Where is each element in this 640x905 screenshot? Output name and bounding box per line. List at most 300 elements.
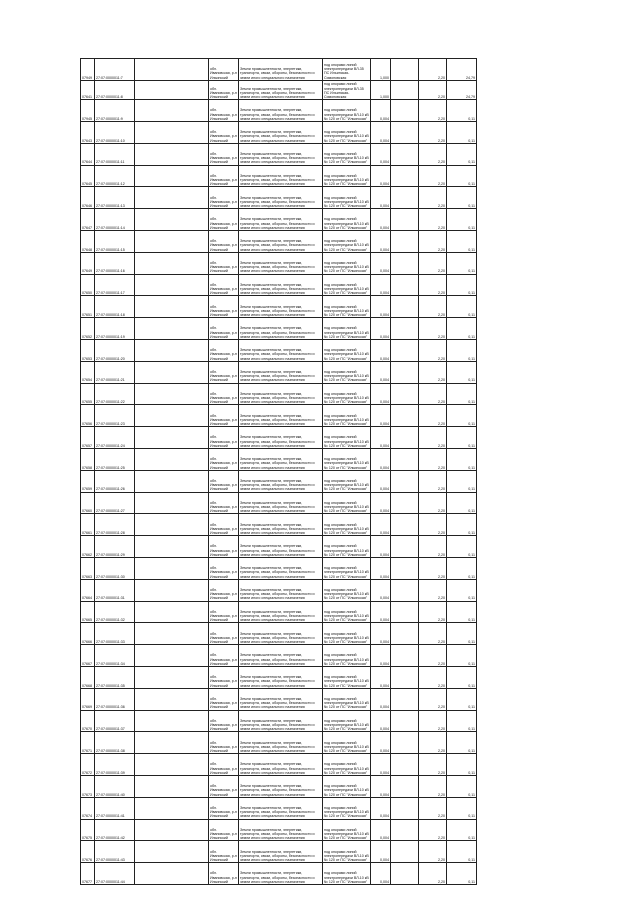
empty-cell xyxy=(135,100,209,122)
cadastral-number-cell: 27:07:0000011:23 xyxy=(95,405,135,427)
sum-cell: 0,11 xyxy=(447,187,477,209)
land-category-cell: Земли промышленности, энергетики, транспорта, связи, обороны, безопасности и земли иного специального назначения xyxy=(239,797,323,819)
sum-cell: 0,11 xyxy=(447,209,477,231)
empty-cell xyxy=(135,231,209,253)
table-row xyxy=(81,688,477,710)
address-cell: обл. Ивановская, р-н Ильинский xyxy=(209,383,239,405)
permitted-use-cell: под опорами линий электропередачи ВЛ-10 кВ № 120 от ПС "Ильинская" xyxy=(323,427,371,449)
table-row xyxy=(81,187,477,209)
land-category-cell: Земли промышленности, энергетики, транспорта, связи, обороны, безопасности и земли иного специального назначения xyxy=(239,274,323,296)
row-number-cell: 07653 xyxy=(81,340,95,362)
rate-cell: 2,20 xyxy=(419,122,447,144)
sum-cell: 0,11 xyxy=(447,427,477,449)
row-number-cell: 07645 xyxy=(81,165,95,187)
permitted-use-cell: под опорами линий электропередачи ВЛ-10 кВ № 120 от ПС "Ильинская" xyxy=(323,863,371,885)
empty-cell xyxy=(391,558,419,580)
address-cell: обл. Ивановская, р-н Ильинский xyxy=(209,579,239,601)
rate-cell: 2,20 xyxy=(419,688,447,710)
sum-cell: 0,11 xyxy=(447,383,477,405)
empty-cell xyxy=(391,143,419,165)
table-row xyxy=(81,231,477,253)
empty-cell xyxy=(391,361,419,383)
share-cell: 1,000 xyxy=(371,59,391,81)
share-cell: 0,004 xyxy=(371,797,391,819)
empty-cell xyxy=(391,601,419,623)
share-cell: 0,004 xyxy=(371,536,391,558)
sum-cell: 0,11 xyxy=(447,841,477,863)
empty-cell xyxy=(135,470,209,492)
sum-cell: 0,11 xyxy=(447,449,477,471)
empty-cell xyxy=(391,383,419,405)
table-row xyxy=(81,59,477,81)
share-cell: 0,004 xyxy=(371,340,391,362)
sum-cell: 0,11 xyxy=(447,340,477,362)
table-row xyxy=(81,863,477,885)
table-row xyxy=(81,209,477,231)
cadastral-number-cell: 27:07:0000011:42 xyxy=(95,819,135,841)
land-category-cell: Земли промышленности, энергетики, транспорта, связи, обороны, безопасности и земли иного специального назначения xyxy=(239,710,323,732)
permitted-use-cell: под опорами линий электропередачи ВЛ-10 кВ № 120 от ПС "Ильинская" xyxy=(323,579,371,601)
table-row xyxy=(81,252,477,274)
rate-cell: 2,20 xyxy=(419,623,447,645)
sum-cell: 0,11 xyxy=(447,470,477,492)
permitted-use-cell: под опорами линий электропередачи ВЛ-10 кВ № 120 от ПС "Ильинская" xyxy=(323,492,371,514)
sum-cell: 0,11 xyxy=(447,122,477,144)
table-row xyxy=(81,732,477,754)
land-category-cell: Земли промышленности, энергетики, транспорта, связи, обороны, безопасности и земли иного специального назначения xyxy=(239,427,323,449)
rate-cell: 2,20 xyxy=(419,732,447,754)
permitted-use-cell: под опорами линий электропередачи ВЛ-10 кВ № 120 от ПС "Ильинская" xyxy=(323,383,371,405)
rate-cell: 2,20 xyxy=(419,514,447,536)
permitted-use-cell: под опорами линий электропередачи ВЛ-10 кВ № 120 от ПС "Ильинская" xyxy=(323,514,371,536)
empty-cell xyxy=(135,754,209,776)
permitted-use-cell: под опорами линий электропередачи ВЛ-35 ПС Ильинская-Симоновская xyxy=(323,80,371,100)
share-cell: 0,004 xyxy=(371,645,391,667)
permitted-use-cell: под опорами линий электропередачи ВЛ-10 кВ № 120 от ПС "Ильинская" xyxy=(323,536,371,558)
empty-cell xyxy=(135,383,209,405)
share-cell: 0,004 xyxy=(371,776,391,798)
row-number-cell: 07665 xyxy=(81,601,95,623)
rate-cell: 2,20 xyxy=(419,296,447,318)
cadastral-number-cell: 27:07:0000011:31 xyxy=(95,579,135,601)
share-cell: 0,004 xyxy=(371,601,391,623)
rate-cell: 2,20 xyxy=(419,536,447,558)
land-category-cell: Земли промышленности, энергетики, транспорта, связи, обороны, безопасности и земли иного специального назначения xyxy=(239,536,323,558)
land-category-cell: Земли промышленности, энергетики, транспорта, связи, обороны, безопасности и земли иного специального назначения xyxy=(239,165,323,187)
share-cell: 0,004 xyxy=(371,143,391,165)
land-category-cell: Земли промышленности, энергетики, транспорта, связи, обороны, безопасности и земли иного специального назначения xyxy=(239,754,323,776)
address-cell: обл. Ивановская, р-н Ильинский xyxy=(209,470,239,492)
land-category-cell: Земли промышленности, энергетики, транспорта, связи, обороны, безопасности и земли иного специального назначения xyxy=(239,492,323,514)
empty-cell xyxy=(391,776,419,798)
share-cell: 0,004 xyxy=(371,427,391,449)
row-number-cell: 07648 xyxy=(81,231,95,253)
row-number-cell: 07670 xyxy=(81,710,95,732)
share-cell: 0,004 xyxy=(371,209,391,231)
rate-cell: 2,20 xyxy=(419,776,447,798)
address-cell: обл. Ивановская, р-н Ильинский xyxy=(209,405,239,427)
row-number-cell: 07655 xyxy=(81,383,95,405)
sum-cell: 0,11 xyxy=(447,296,477,318)
share-cell: 0,004 xyxy=(371,383,391,405)
sum-cell: 0,11 xyxy=(447,623,477,645)
address-cell: обл. Ивановская, р-н Ильинский xyxy=(209,274,239,296)
empty-cell xyxy=(391,754,419,776)
permitted-use-cell: под опорами линий электропередачи ВЛ-10 кВ № 120 от ПС "Ильинская" xyxy=(323,231,371,253)
cadastral-number-cell: 27:07:0000011:14 xyxy=(95,209,135,231)
empty-cell xyxy=(391,514,419,536)
row-number-cell: 07945 xyxy=(81,100,95,122)
share-cell: 0,004 xyxy=(371,754,391,776)
empty-cell xyxy=(135,296,209,318)
share-cell: 0,004 xyxy=(371,449,391,471)
rate-cell: 2,20 xyxy=(419,165,447,187)
permitted-use-cell: под опорами линий электропередачи ВЛ-10 кВ № 120 от ПС "Ильинская" xyxy=(323,558,371,580)
empty-cell xyxy=(391,296,419,318)
land-category-cell: Земли промышленности, энергетики, транспорта, связи, обороны, безопасности и земли иного специального назначения xyxy=(239,579,323,601)
rate-cell: 2,20 xyxy=(419,449,447,471)
empty-cell xyxy=(135,601,209,623)
cadastral-number-cell: 27:07:0000011:16 xyxy=(95,252,135,274)
share-cell: 0,004 xyxy=(371,863,391,885)
cadastral-number-cell: 27:07:0000011:38 xyxy=(95,732,135,754)
sum-cell: 0,11 xyxy=(447,318,477,340)
empty-cell xyxy=(135,492,209,514)
address-cell: обл. Ивановская, р-н Ильинский xyxy=(209,863,239,885)
sum-cell: 0,11 xyxy=(447,797,477,819)
address-cell: обл. Ивановская, р-н Ильинский xyxy=(209,514,239,536)
row-number-cell: 07656 xyxy=(81,405,95,427)
table-row xyxy=(81,274,477,296)
permitted-use-cell: под опорами линий электропередачи ВЛ-10 кВ № 120 от ПС "Ильинская" xyxy=(323,667,371,689)
table-row xyxy=(81,623,477,645)
row-number-cell: 07668 xyxy=(81,667,95,689)
sum-cell: 0,11 xyxy=(447,776,477,798)
empty-cell xyxy=(135,427,209,449)
empty-cell xyxy=(391,165,419,187)
address-cell: обл. Ивановская, р-н Ильинский xyxy=(209,59,239,81)
permitted-use-cell: под опорами линий электропередачи ВЛ-10 кВ № 120 от ПС "Ильинская" xyxy=(323,361,371,383)
land-category-cell: Земли промышленности, энергетики, транспорта, связи, обороны, безопасности и земли иного специального назначения xyxy=(239,623,323,645)
rate-cell: 2,20 xyxy=(419,579,447,601)
empty-cell xyxy=(391,449,419,471)
share-cell: 0,004 xyxy=(371,296,391,318)
empty-cell xyxy=(391,863,419,885)
sum-cell: 0,11 xyxy=(447,601,477,623)
permitted-use-cell: под опорами линий электропередачи ВЛ-35 ПС Ильинская-Симоновская xyxy=(323,59,371,81)
empty-cell xyxy=(391,187,419,209)
table-row xyxy=(81,470,477,492)
row-number-cell: 07643 xyxy=(81,122,95,144)
row-number-cell: 07667 xyxy=(81,645,95,667)
empty-cell xyxy=(135,361,209,383)
rate-cell: 2,20 xyxy=(419,405,447,427)
share-cell: 0,004 xyxy=(371,405,391,427)
land-category-cell: Земли промышленности, энергетики, транспорта, связи, обороны, безопасности и земли иного специального назначения xyxy=(239,449,323,471)
share-cell: 0,004 xyxy=(371,710,391,732)
sum-cell: 0,11 xyxy=(447,252,477,274)
empty-cell xyxy=(135,318,209,340)
permitted-use-cell: под опорами линий электропередачи ВЛ-10 кВ № 120 от ПС "Ильинская" xyxy=(323,449,371,471)
empty-cell xyxy=(391,231,419,253)
cadastral-number-cell: 27:07:0000011:39 xyxy=(95,754,135,776)
permitted-use-cell: под опорами линий электропередачи ВЛ-10 кВ № 120 от ПС "Ильинская" xyxy=(323,340,371,362)
empty-cell xyxy=(391,492,419,514)
empty-cell xyxy=(391,819,419,841)
empty-cell xyxy=(135,623,209,645)
address-cell: обл. Ивановская, р-н Ильинский xyxy=(209,340,239,362)
empty-cell xyxy=(135,514,209,536)
empty-cell xyxy=(391,209,419,231)
table-row xyxy=(81,122,477,144)
land-category-cell: Земли промышленности, энергетики, транспорта, связи, обороны, безопасности и земли иного специального назначения xyxy=(239,732,323,754)
rate-cell: 2,20 xyxy=(419,841,447,863)
land-category-cell: Земли промышленности, энергетики, транспорта, связи, обороны, безопасности и земли иного специального назначения xyxy=(239,59,323,81)
permitted-use-cell: под опорами линий электропередачи ВЛ-10 кВ № 120 от ПС "Ильинская" xyxy=(323,710,371,732)
row-number-cell: 07669 xyxy=(81,688,95,710)
empty-cell xyxy=(135,59,209,81)
cadastral-number-cell: 27:07:0000011:41 xyxy=(95,797,135,819)
row-number-cell: 07651 xyxy=(81,296,95,318)
land-category-cell: Земли промышленности, энергетики, транспорта, связи, обороны, безопасности и земли иного специального назначения xyxy=(239,122,323,144)
address-cell: обл. Ивановская, р-н Ильинский xyxy=(209,427,239,449)
empty-cell xyxy=(391,252,419,274)
row-number-cell: 07661 xyxy=(81,514,95,536)
table-row xyxy=(81,754,477,776)
permitted-use-cell: под опорами линий электропередачи ВЛ-10 кВ № 120 от ПС "Ильинская" xyxy=(323,688,371,710)
cadastral-number-cell: 27:07:0000011:9 xyxy=(95,100,135,122)
land-category-cell: Земли промышленности, энергетики, транспорта, связи, обороны, безопасности и земли иного специального назначения xyxy=(239,863,323,885)
share-cell: 0,004 xyxy=(371,514,391,536)
empty-cell xyxy=(391,645,419,667)
rate-cell: 2,20 xyxy=(419,558,447,580)
empty-cell xyxy=(135,688,209,710)
table-row xyxy=(81,667,477,689)
cadastral-number-cell: 27:07:0000011:21 xyxy=(95,361,135,383)
permitted-use-cell: под опорами линий электропередачи ВЛ-10 кВ № 120 от ПС "Ильинская" xyxy=(323,405,371,427)
land-category-cell: Земли промышленности, энергетики, транспорта, связи, обороны, безопасности и земли иного специального назначения xyxy=(239,100,323,122)
row-number-cell: 07663 xyxy=(81,558,95,580)
empty-cell xyxy=(135,558,209,580)
permitted-use-cell: под опорами линий электропередачи ВЛ-10 кВ № 120 от ПС "Ильинская" xyxy=(323,318,371,340)
empty-cell xyxy=(391,579,419,601)
row-number-cell: 07654 xyxy=(81,361,95,383)
sum-cell: 0,11 xyxy=(447,558,477,580)
address-cell: обл. Ивановская, р-н Ильинский xyxy=(209,841,239,863)
sum-cell: 24,79 xyxy=(447,80,477,100)
land-category-cell: Земли промышленности, энергетики, транспорта, связи, обороны, безопасности и земли иного специального назначения xyxy=(239,209,323,231)
sum-cell: 0,11 xyxy=(447,100,477,122)
land-category-cell: Земли промышленности, энергетики, транспорта, связи, обороны, безопасности и земли иного специального назначения xyxy=(239,361,323,383)
cadastral-number-cell: 27:07:0000011:15 xyxy=(95,231,135,253)
permitted-use-cell: под опорами линий электропередачи ВЛ-10 кВ № 120 от ПС "Ильинская" xyxy=(323,274,371,296)
cadastral-number-cell: 27:07:0000011:25 xyxy=(95,449,135,471)
table-row xyxy=(81,100,477,122)
address-cell: обл. Ивановская, р-н Ильинский xyxy=(209,80,239,100)
share-cell: 0,004 xyxy=(371,623,391,645)
rate-cell: 2,20 xyxy=(419,492,447,514)
address-cell: обл. Ивановская, р-н Ильинский xyxy=(209,187,239,209)
share-cell: 0,004 xyxy=(371,122,391,144)
table-row xyxy=(81,143,477,165)
table-row xyxy=(81,645,477,667)
share-cell: 0,004 xyxy=(371,165,391,187)
table-row xyxy=(81,601,477,623)
cadastral-number-cell: 27:07:0000011:24 xyxy=(95,427,135,449)
table-row xyxy=(81,80,477,100)
empty-cell xyxy=(135,209,209,231)
address-cell: обл. Ивановская, р-н Ильинский xyxy=(209,819,239,841)
row-number-cell: 07677 xyxy=(81,863,95,885)
row-number-cell: 07652 xyxy=(81,318,95,340)
cadastral-number-cell: 27:07:0000011:27 xyxy=(95,492,135,514)
share-cell: 0,004 xyxy=(371,231,391,253)
cadastral-number-cell: 27:07:0000011:20 xyxy=(95,340,135,362)
row-number-cell: 07646 xyxy=(81,187,95,209)
cadastral-number-cell: 27:07:0000011:11 xyxy=(95,143,135,165)
empty-cell xyxy=(391,318,419,340)
table-row xyxy=(81,165,477,187)
rate-cell: 2,20 xyxy=(419,863,447,885)
rate-cell: 2,20 xyxy=(419,59,447,81)
land-category-cell: Земли промышленности, энергетики, транспорта, связи, обороны, безопасности и земли иного специального назначения xyxy=(239,80,323,100)
empty-cell xyxy=(391,667,419,689)
permitted-use-cell: под опорами линий электропередачи ВЛ-10 кВ № 120 от ПС "Ильинская" xyxy=(323,797,371,819)
land-category-cell: Земли промышленности, энергетики, транспорта, связи, обороны, безопасности и земли иного специального назначения xyxy=(239,688,323,710)
rate-cell: 2,20 xyxy=(419,667,447,689)
empty-cell xyxy=(135,122,209,144)
empty-cell xyxy=(135,863,209,885)
land-category-cell: Земли промышленности, энергетики, транспорта, связи, обороны, безопасности и земли иного специального назначения xyxy=(239,143,323,165)
cadastral-number-cell: 27:07:0000011:36 xyxy=(95,688,135,710)
rate-cell: 2,20 xyxy=(419,645,447,667)
sum-cell: 0,11 xyxy=(447,514,477,536)
empty-cell xyxy=(135,776,209,798)
row-number-cell: 07674 xyxy=(81,797,95,819)
cadastral-number-cell: 27:07:0000011:32 xyxy=(95,601,135,623)
table-row xyxy=(81,819,477,841)
empty-cell xyxy=(135,732,209,754)
empty-cell xyxy=(391,797,419,819)
row-number-cell: 07657 xyxy=(81,427,95,449)
cadastral-number-cell: 27:07:0000011:43 xyxy=(95,841,135,863)
address-cell: обл. Ивановская, р-н Ильинский xyxy=(209,732,239,754)
table-row xyxy=(81,449,477,471)
cadastral-number-cell: 27:07:0000011:10 xyxy=(95,122,135,144)
share-cell: 0,004 xyxy=(371,187,391,209)
empty-cell xyxy=(391,122,419,144)
cadastral-number-cell: 27:07:0000011:40 xyxy=(95,776,135,798)
land-category-cell: Земли промышленности, энергетики, транспорта, связи, обороны, безопасности и земли иного специального назначения xyxy=(239,318,323,340)
sum-cell: 0,11 xyxy=(447,536,477,558)
sum-cell: 0,11 xyxy=(447,667,477,689)
permitted-use-cell: под опорами линий электропередачи ВЛ-10 кВ № 120 от ПС "Ильинская" xyxy=(323,776,371,798)
cadastral-number-cell: 27:07:0000011:44 xyxy=(95,863,135,885)
empty-cell xyxy=(135,405,209,427)
permitted-use-cell: под опорами линий электропередачи ВЛ-10 кВ № 120 от ПС "Ильинская" xyxy=(323,754,371,776)
share-cell: 1,000 xyxy=(371,80,391,100)
cadastral-number-cell: 27:07:0000011:35 xyxy=(95,667,135,689)
empty-cell xyxy=(391,623,419,645)
empty-cell xyxy=(135,80,209,100)
permitted-use-cell: под опорами линий электропередачи ВЛ-10 кВ № 120 от ПС "Ильинская" xyxy=(323,841,371,863)
empty-cell xyxy=(135,252,209,274)
permitted-use-cell: под опорами линий электропередачи ВЛ-10 кВ № 120 от ПС "Ильинская" xyxy=(323,645,371,667)
row-number-cell: 07658 xyxy=(81,449,95,471)
empty-cell xyxy=(391,59,419,81)
empty-cell xyxy=(135,797,209,819)
land-category-cell: Земли промышленности, энергетики, транспорта, связи, обороны, безопасности и земли иного специального назначения xyxy=(239,296,323,318)
rate-cell: 2,20 xyxy=(419,231,447,253)
permitted-use-cell: под опорами линий электропередачи ВЛ-10 кВ № 120 от ПС "Ильинская" xyxy=(323,187,371,209)
address-cell: обл. Ивановская, р-н Ильинский xyxy=(209,667,239,689)
address-cell: обл. Ивановская, р-н Ильинский xyxy=(209,318,239,340)
table-row xyxy=(81,318,477,340)
sum-cell: 0,11 xyxy=(447,361,477,383)
empty-cell xyxy=(391,100,419,122)
row-number-cell: 07649 xyxy=(81,252,95,274)
empty-cell xyxy=(135,340,209,362)
rate-cell: 2,20 xyxy=(419,318,447,340)
empty-cell xyxy=(135,143,209,165)
row-number-cell: 07647 xyxy=(81,209,95,231)
share-cell: 0,004 xyxy=(371,688,391,710)
address-cell: обл. Ивановская, р-н Ильинский xyxy=(209,165,239,187)
cadastral-number-cell: 27:07:0000011:37 xyxy=(95,710,135,732)
empty-cell xyxy=(391,470,419,492)
table-row xyxy=(81,340,477,362)
address-cell: обл. Ивановская, р-н Ильинский xyxy=(209,449,239,471)
address-cell: обл. Ивановская, р-н Ильинский xyxy=(209,296,239,318)
rate-cell: 2,20 xyxy=(419,274,447,296)
table-row xyxy=(81,405,477,427)
permitted-use-cell: под опорами линий электропередачи ВЛ-10 кВ № 120 от ПС "Ильинская" xyxy=(323,732,371,754)
cadastral-number-cell: 27:07:0000011:13 xyxy=(95,187,135,209)
cadastral-number-cell: 27:07:0000011:22 xyxy=(95,383,135,405)
sum-cell: 0,11 xyxy=(447,863,477,885)
share-cell: 0,004 xyxy=(371,732,391,754)
cadastral-number-cell: 27:07:0000011:29 xyxy=(95,536,135,558)
rate-cell: 2,20 xyxy=(419,80,447,100)
share-cell: 0,004 xyxy=(371,492,391,514)
table-row xyxy=(81,776,477,798)
sum-cell: 0,11 xyxy=(447,492,477,514)
permitted-use-cell: под опорами линий электропередачи ВЛ-10 кВ № 120 от ПС "Ильинская" xyxy=(323,100,371,122)
empty-cell xyxy=(391,274,419,296)
sum-cell: 0,11 xyxy=(447,688,477,710)
land-category-cell: Земли промышленности, энергетики, транспорта, связи, обороны, безопасности и земли иного специального назначения xyxy=(239,645,323,667)
rate-cell: 2,20 xyxy=(419,470,447,492)
address-cell: обл. Ивановская, р-н Ильинский xyxy=(209,122,239,144)
empty-cell xyxy=(391,732,419,754)
rate-cell: 2,20 xyxy=(419,710,447,732)
row-number-cell: 07949 xyxy=(81,59,95,81)
permitted-use-cell: под опорами линий электропередачи ВЛ-10 кВ № 120 от ПС "Ильинская" xyxy=(323,819,371,841)
land-category-cell: Земли промышленности, энергетики, транспорта, связи, обороны, безопасности и земли иного специального назначения xyxy=(239,819,323,841)
sum-cell: 24,79 xyxy=(447,59,477,81)
sum-cell: 0,11 xyxy=(447,754,477,776)
empty-cell xyxy=(391,340,419,362)
land-category-cell: Земли промышленности, энергетики, транспорта, связи, обороны, безопасности и земли иного специального назначения xyxy=(239,558,323,580)
share-cell: 0,004 xyxy=(371,318,391,340)
rate-cell: 2,20 xyxy=(419,187,447,209)
sum-cell: 0,11 xyxy=(447,732,477,754)
row-number-cell: 07659 xyxy=(81,470,95,492)
address-cell: обл. Ивановская, р-н Ильинский xyxy=(209,536,239,558)
permitted-use-cell: под опорами линий электропередачи ВЛ-10 кВ № 120 от ПС "Ильинская" xyxy=(323,252,371,274)
row-number-cell: 07641 xyxy=(81,80,95,100)
permitted-use-cell: под опорами линий электропередачи ВЛ-10 кВ № 120 от ПС "Ильинская" xyxy=(323,165,371,187)
